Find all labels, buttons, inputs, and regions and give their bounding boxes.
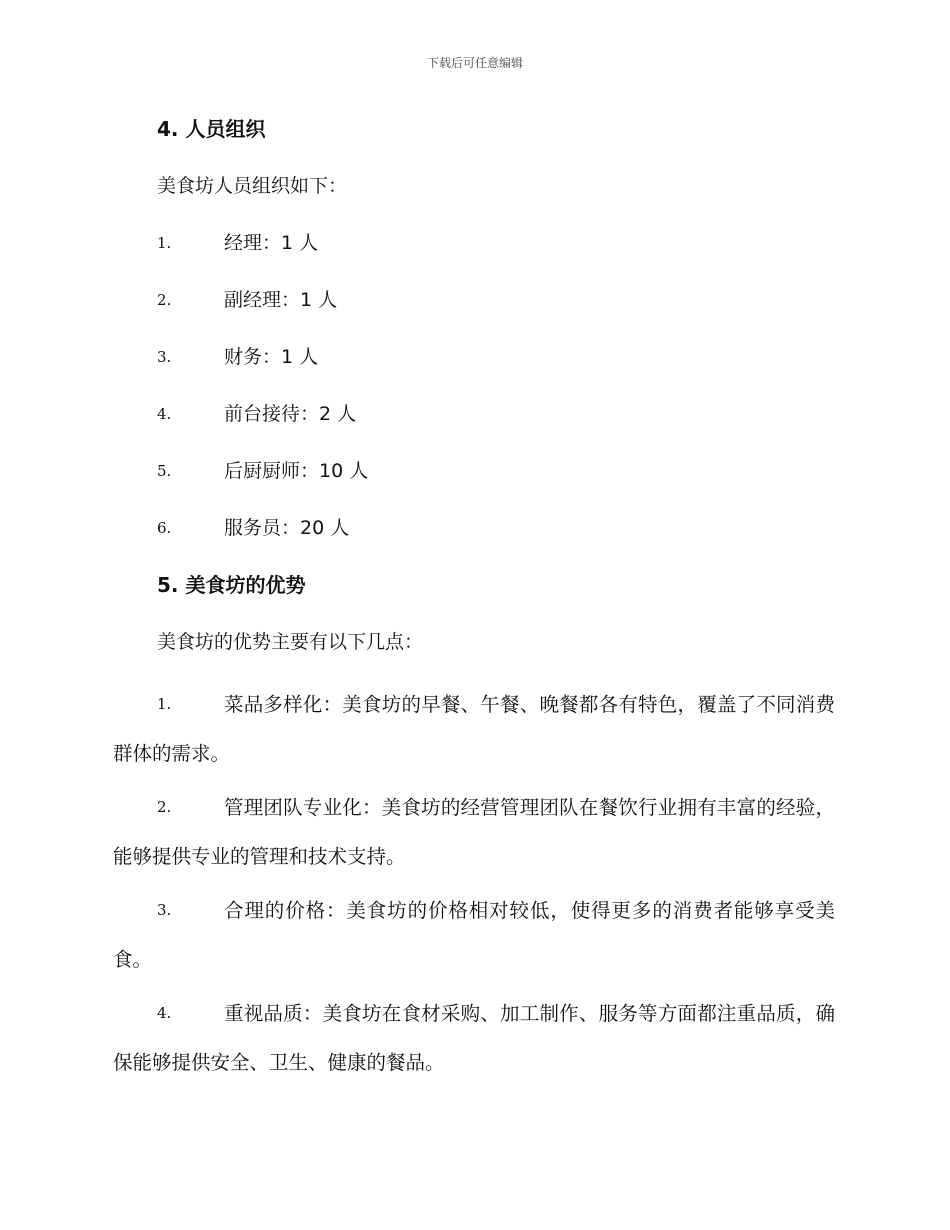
staff-item-manager — [113, 224, 835, 262]
list-number: 4. — [157, 405, 172, 423]
list-item-text: 重视品质：美食坊在食材采购、加工制作、服务等方面都注重品质，确保能够提供安全、卫生、健康的餐品。 — [113, 1002, 835, 1074]
list-item-text: 财务：1 人 — [224, 346, 319, 368]
list-number: 1. — [157, 695, 172, 713]
advantage-item — [113, 783, 835, 881]
list-item-text: 副经理：1 人 — [224, 289, 338, 311]
staff-item-reception — [113, 395, 835, 433]
list-item-text: 后厨厨师：10 人 — [224, 460, 369, 482]
list-number: 2. — [157, 291, 172, 309]
advantage-item — [113, 886, 835, 984]
page-header: 下载后可任意编辑 — [426, 56, 523, 70]
list-number: 3. — [157, 901, 172, 919]
list-item-text: 管理团队专业化：美食坊的经营管理团队在餐饮行业拥有丰富的经验，能够提供专业的管理和技术支持。 — [113, 796, 835, 868]
list-number: 5. — [157, 462, 172, 480]
section-heading-staff: 4. 人员组织 — [157, 117, 266, 141]
section-heading-advantages: 5. 美食坊的优势 — [157, 573, 306, 597]
staff-item-chef — [113, 452, 835, 490]
advantage-item — [113, 989, 835, 1087]
staff-list — [113, 224, 835, 547]
document-body — [113, 110, 835, 1092]
list-number: 6. — [157, 519, 172, 537]
list-number: 2. — [157, 798, 172, 816]
list-number: 3. — [157, 348, 172, 366]
list-item-text: 菜品多样化：美食坊的早餐、午餐、晚餐都各有特色，覆盖了不同消费群体的需求。 — [113, 693, 835, 765]
list-item-text: 前台接待：2 人 — [224, 403, 357, 425]
advantage-item — [113, 680, 835, 778]
list-number: 4. — [157, 1004, 172, 1022]
list-item-text: 合理的价格：美食坊的价格相对较低，使得更多的消费者能够享受美食。 — [113, 899, 835, 971]
staff-item-waiter — [113, 509, 835, 547]
list-item-text: 服务员：20 人 — [224, 517, 350, 539]
advantages-intro: 美食坊的优势主要有以下几点： — [157, 631, 424, 653]
staff-intro: 美食坊人员组织如下： — [157, 175, 348, 197]
list-item-text: 经理：1 人 — [224, 232, 319, 254]
staff-item-deputy-manager — [113, 281, 835, 319]
advantages-list — [113, 680, 835, 1087]
staff-item-finance — [113, 338, 835, 376]
list-number: 1. — [157, 234, 172, 252]
